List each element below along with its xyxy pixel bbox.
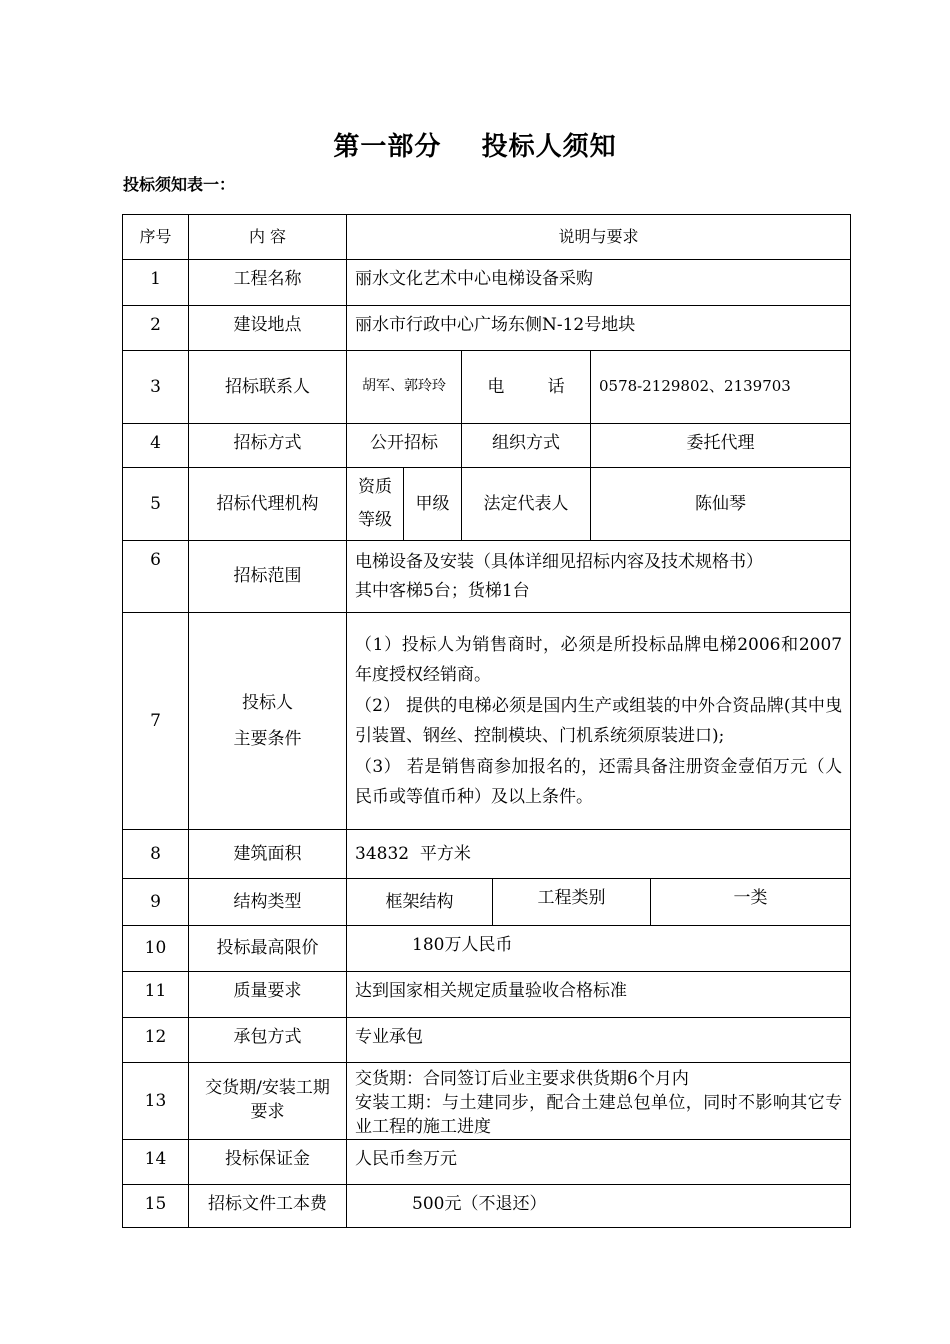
table-row bbox=[123, 541, 851, 613]
row-value: 人民币叁万元 bbox=[347, 1140, 851, 1185]
condition-paragraph: （2） 提供的电梯必须是国内生产或组装的中外合资品牌(其中曳引装置、钢丝、控制模块、门机系统须原装进口); bbox=[355, 695, 843, 746]
org-label: 组织方式 bbox=[462, 424, 591, 468]
row-value: 丽水市行政中心广场东侧N-12号地块 bbox=[347, 306, 851, 351]
table-row bbox=[123, 926, 851, 972]
table-header-row bbox=[123, 215, 851, 260]
row-item: 承包方式 bbox=[189, 1018, 347, 1063]
row-no: 10 bbox=[123, 926, 189, 972]
row-item: 建设地点 bbox=[189, 306, 347, 351]
row-value: 34832 平方米 bbox=[347, 830, 851, 879]
row-item: 招标联系人 bbox=[189, 351, 347, 424]
delivery-line: 交货期：合同签订后业主要求供货期6个月内 bbox=[355, 1069, 689, 1089]
scope-line: 其中客梯5台；货梯1台 bbox=[355, 580, 530, 601]
delivery-line: 安装工期：与土建同步，配合土建总包单位，同时不影响其它专业工程的施工进度 bbox=[355, 1093, 843, 1137]
row-no: 6 bbox=[123, 541, 189, 613]
row-value: 500元（不退还） bbox=[347, 1185, 851, 1228]
condition-paragraph: （1）投标人为销售商时，必须是所投标品牌电梯2006和2007年度授权经销商。 bbox=[355, 634, 843, 685]
table-row bbox=[123, 972, 851, 1018]
table-row bbox=[123, 306, 851, 351]
item-line: 投标人 bbox=[242, 693, 293, 713]
row-no: 7 bbox=[123, 613, 189, 830]
tender-method: 公开招标 bbox=[347, 424, 462, 468]
row-item: 建筑面积 bbox=[189, 830, 347, 879]
row-no: 11 bbox=[123, 972, 189, 1018]
header-item: 内 容 bbox=[189, 215, 347, 260]
row-value bbox=[347, 541, 851, 613]
row-item: 结构类型 bbox=[189, 879, 347, 926]
table-row bbox=[123, 830, 851, 879]
contact-names: 胡军、郭玲玲 bbox=[347, 351, 462, 424]
item-line: 主要条件 bbox=[233, 729, 302, 749]
grade-value: 甲级 bbox=[404, 468, 462, 541]
requirements-table bbox=[122, 214, 851, 1228]
row-no: 4 bbox=[123, 424, 189, 468]
table-row bbox=[123, 468, 851, 541]
row-no: 3 bbox=[123, 351, 189, 424]
row-no: 14 bbox=[123, 1140, 189, 1185]
table-row bbox=[123, 351, 851, 424]
table-row bbox=[123, 1063, 851, 1140]
row-value: 专业承包 bbox=[347, 1018, 851, 1063]
table-row bbox=[123, 879, 851, 926]
page-title: 第一部分 投标人须知 bbox=[333, 132, 617, 162]
row-item: 招标范围 bbox=[189, 541, 347, 613]
row-no: 12 bbox=[123, 1018, 189, 1063]
table-row bbox=[123, 424, 851, 468]
header-no: 序号 bbox=[123, 215, 189, 260]
row-no: 9 bbox=[123, 879, 189, 926]
row-item: 投标最高限价 bbox=[189, 926, 347, 972]
row-item: 招标方式 bbox=[189, 424, 347, 468]
row-no: 13 bbox=[123, 1063, 189, 1140]
row-value bbox=[347, 1063, 851, 1140]
phone-label: 电 话 bbox=[462, 351, 591, 424]
rep-label: 法定代表人 bbox=[462, 468, 591, 541]
row-value bbox=[347, 613, 851, 830]
row-no: 8 bbox=[123, 830, 189, 879]
row-item: 招标文件工本费 bbox=[189, 1185, 347, 1228]
row-no: 1 bbox=[123, 260, 189, 306]
scope-line: 电梯设备及安装（具体详细见招标内容及技术规格书） bbox=[355, 551, 763, 572]
table-caption: 投标须知表一： bbox=[123, 175, 236, 194]
rep-value: 陈仙琴 bbox=[591, 468, 851, 541]
row-value: 达到国家相关规定质量验收合格标准 bbox=[347, 972, 851, 1018]
header-desc: 说明与要求 bbox=[347, 215, 851, 260]
table-row bbox=[123, 613, 851, 830]
phone-value: 0578-2129802、2139703 bbox=[591, 351, 851, 424]
row-value: 180万人民币 bbox=[347, 926, 851, 972]
row-item: 招标代理机构 bbox=[189, 468, 347, 541]
category-value: 一类 bbox=[651, 879, 851, 926]
grade-label: 资质等级 bbox=[347, 468, 404, 541]
row-no: 15 bbox=[123, 1185, 189, 1228]
table-row bbox=[123, 260, 851, 306]
table-row bbox=[123, 1018, 851, 1063]
row-item: 工程名称 bbox=[189, 260, 347, 306]
row-item: 质量要求 bbox=[189, 972, 347, 1018]
org-value: 委托代理 bbox=[591, 424, 851, 468]
row-no: 2 bbox=[123, 306, 189, 351]
row-no: 5 bbox=[123, 468, 189, 541]
row-item: 投标保证金 bbox=[189, 1140, 347, 1185]
table-row bbox=[123, 1140, 851, 1185]
category-label: 工程类别 bbox=[493, 879, 651, 926]
row-item: 交货期/安装工期要求 bbox=[189, 1063, 347, 1140]
structure-value: 框架结构 bbox=[347, 879, 493, 926]
row-item bbox=[189, 613, 347, 830]
table-row bbox=[123, 1185, 851, 1228]
condition-paragraph: （3） 若是销售商参加报名的，还需具备注册资金壹佰万元（人民币或等值币种）及以上条件。 bbox=[355, 756, 843, 807]
row-value: 丽水文化艺术中心电梯设备采购 bbox=[347, 260, 851, 306]
